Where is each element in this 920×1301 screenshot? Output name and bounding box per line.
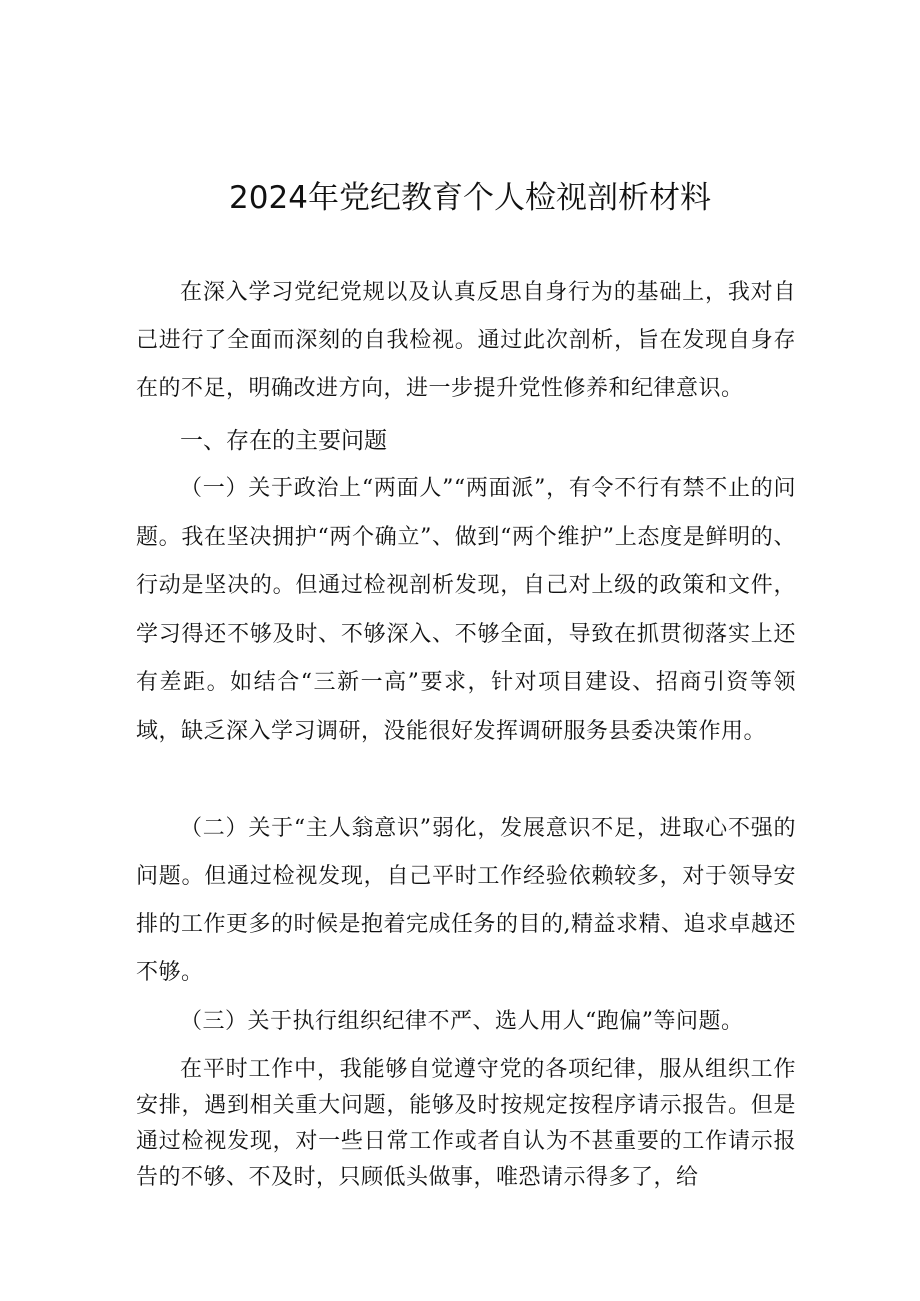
intro-paragraph: 在深入学习党纪党规以及认真反思自身行为的基础上，我对自己进行了全面而深刻的自我检视。通过此次剖析，旨在发现自身存在的不足，明确改进方向，进一步提升党性修养和纪律意识。 [136,280,796,401]
subsection-3-paragraph: （三）关于执行组织纪律不严、选人用人“跑偏”等问题。 [180,1009,744,1034]
subsection-1-paragraph: （一）关于政治上“两面人”“两面派”，有令不行有禁不止的问题。我在坚决拥护“两个确立”、做到“两个维护”上态度是鲜明的、行动是坚决的。但通过检视剖析发现，自己对上级的政策和文件，学习得还不够及时、不够深入、不够全面，导致在抓贯彻落实上还有差距。如结合“三新一高”要求，针对项目建设、招商引资等领域，缺乏深入学习调研，没能很好发挥调研服务县委决策作用。 [136,476,796,744]
section-heading-problems: 一、存在的主要问题 [180,428,387,454]
subsection-2-paragraph: （二）关于“主人翁意识”弱化，发展意识不足，进取心不强的问题。但通过检视发现，自己平时工作经验依赖较多，对于领导安排的工作更多的时候是抱着完成任务的目的,精益求精、追求卓越还不够。 [136,816,796,985]
document-title: 2024年党纪教育个人检视剖析材料 [229,180,711,216]
body-paragraph: 在平时工作中，我能够自觉遵守党的各项纪律，服从组织工作安排，遇到相关重大问题，能够及时按规定按程序请示报告。但是通过检视发现，对一些日常工作或者自认为不甚重要的工作请示报告的不够、不及时，只顾低头做事，唯恐请示得多了，给 [136,1057,796,1190]
